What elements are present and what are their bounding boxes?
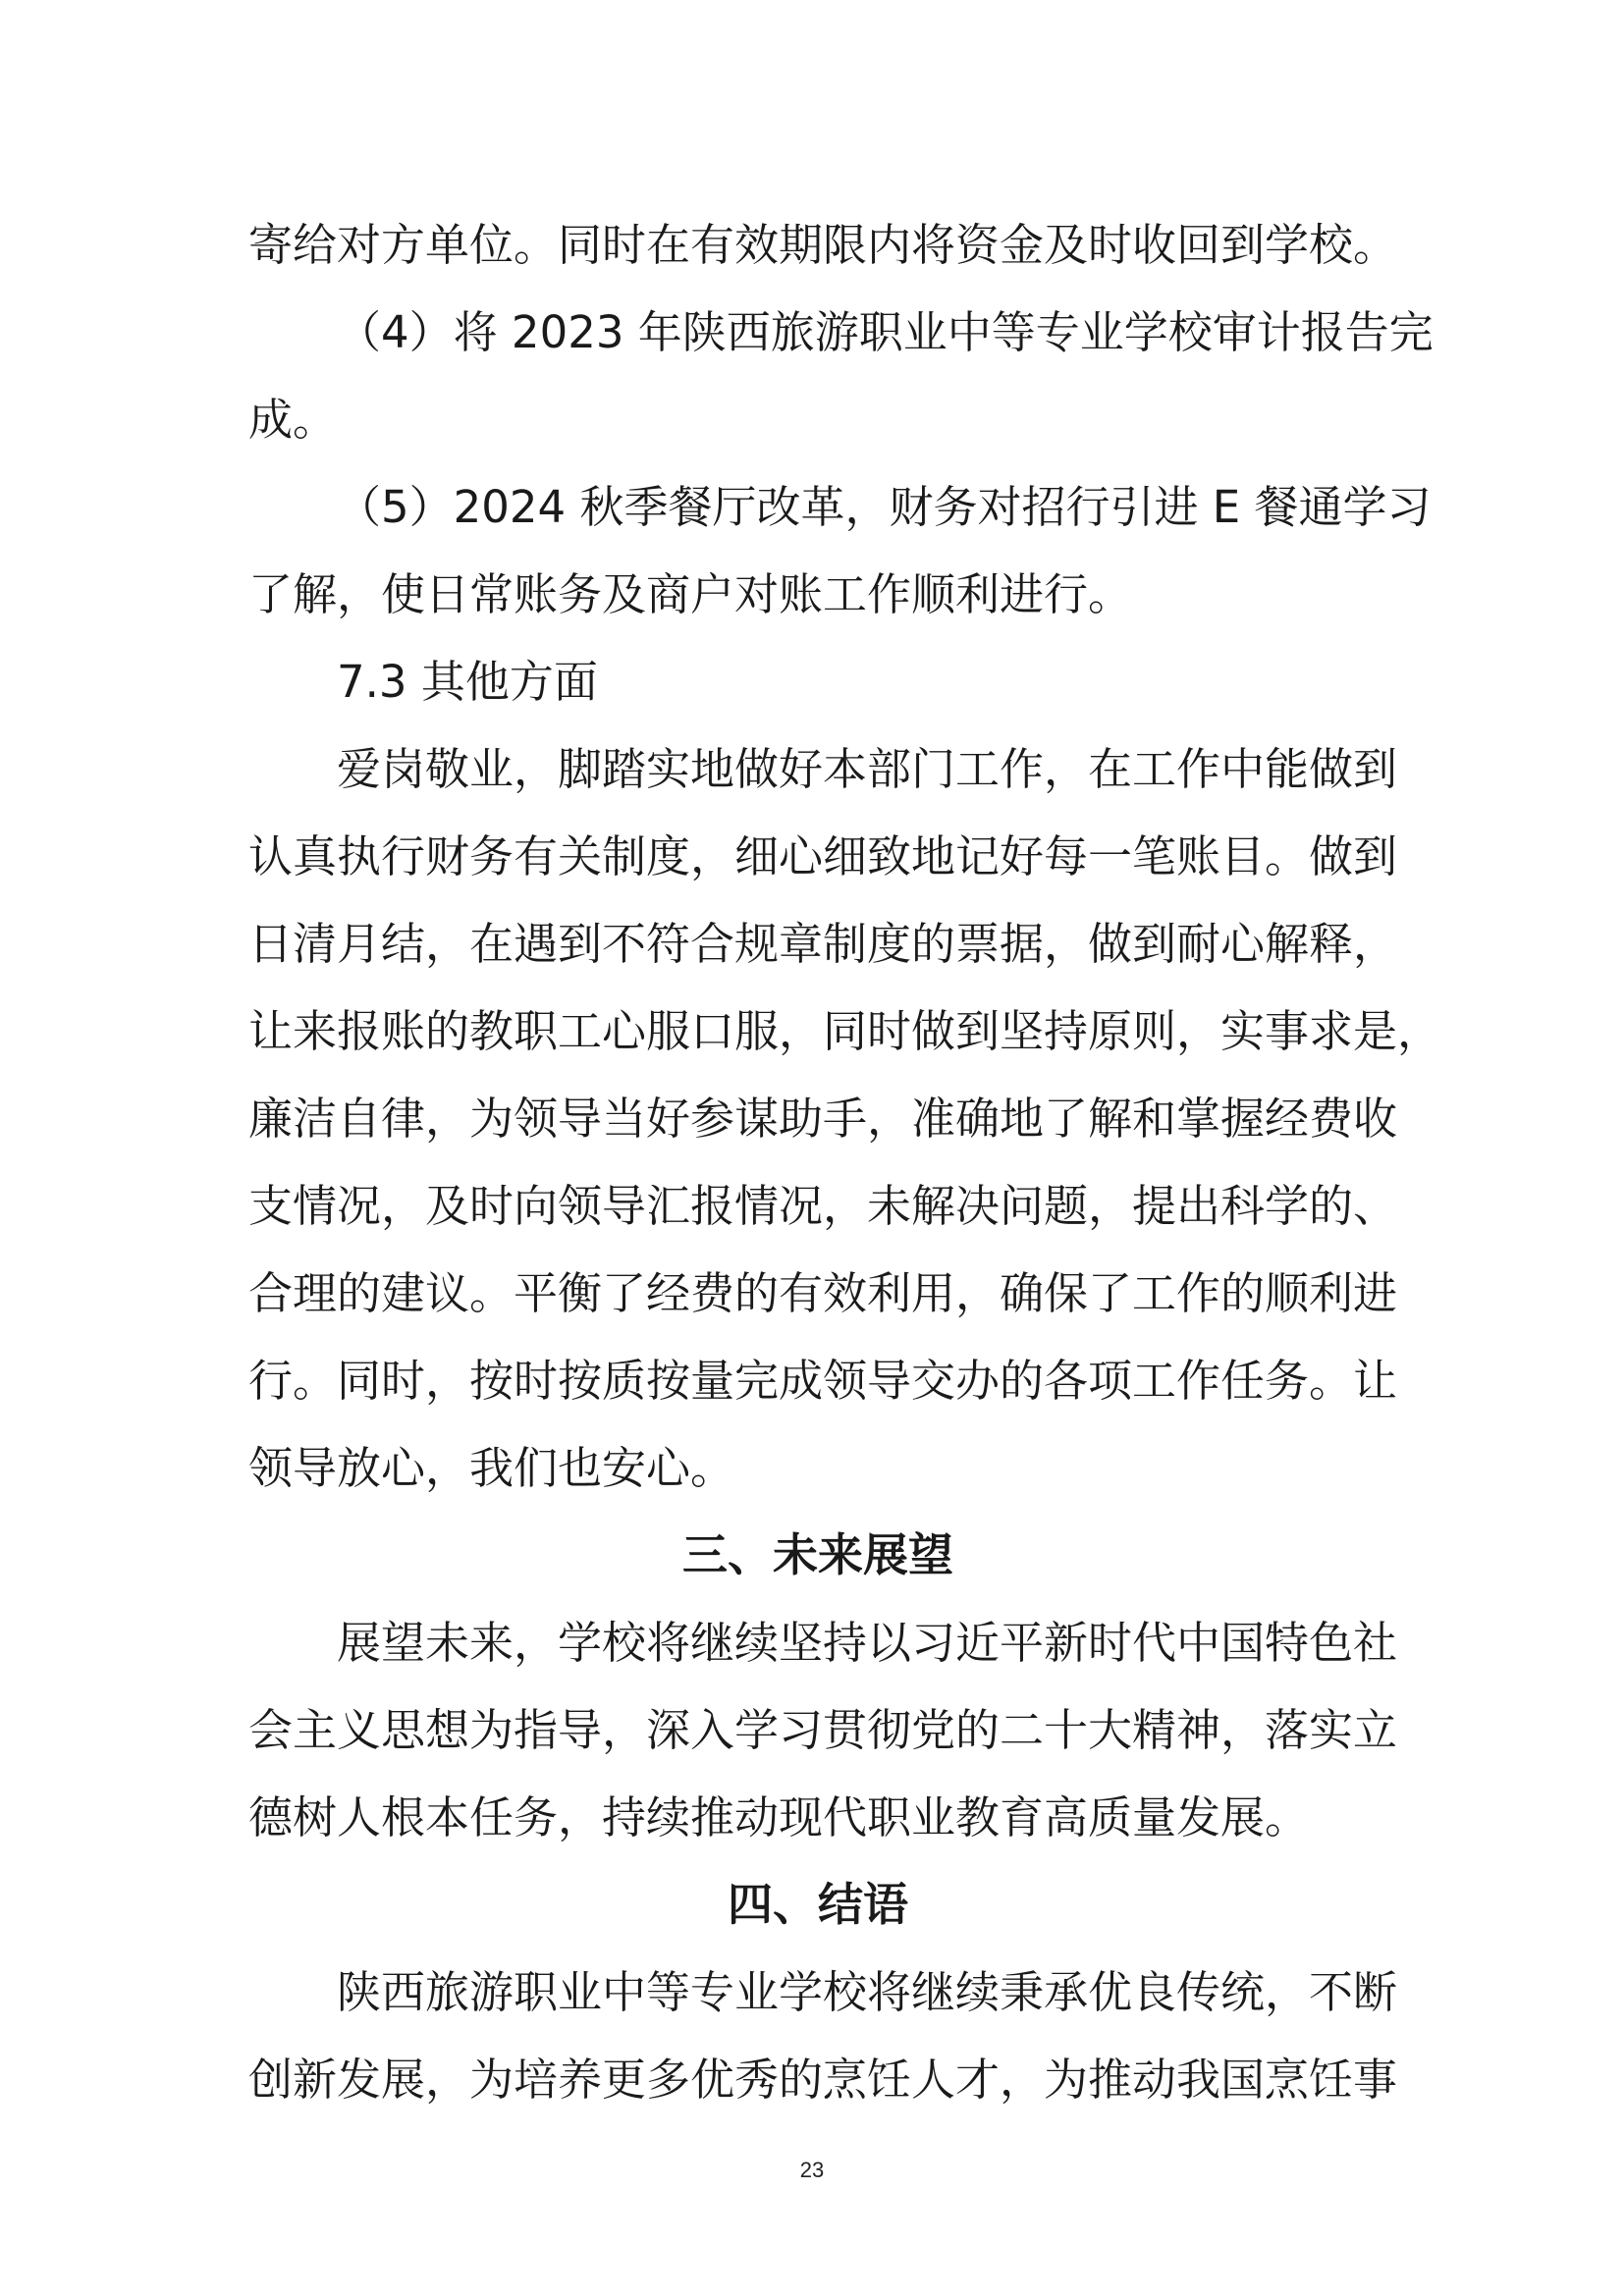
section-heading-conclusion: 四、结语: [728, 1878, 908, 1931]
paragraph-line: （5）2024 秋季餐厅改革，财务对招行引进 E 餐通学习: [337, 481, 1432, 533]
paragraph-line: 陕西旅游职业中等专业学校将继续秉承优良传统，不断: [337, 1966, 1398, 2018]
paragraph-line: 成。: [248, 394, 338, 446]
paragraph-line: 支情况，及时向领导汇报情况，未解决问题，提出科学的、: [248, 1180, 1398, 1232]
paragraph-line: 行。同时，按时按质按量完成领导交办的各项工作任务。让: [248, 1355, 1398, 1407]
paragraph-line: 寄给对方单位。同时在有效期限内将资金及时收回到学校。: [248, 219, 1398, 271]
paragraph-line: 廉洁自律，为领导当好参谋助手，准确地了解和掌握经费收: [248, 1093, 1398, 1145]
paragraph-line: 了解，使日常账务及商户对账工作顺利进行。: [248, 568, 1133, 620]
paragraph-line: 展望未来，学校将继续坚持以习近平新时代中国特色社: [337, 1617, 1398, 1669]
paragraph-line: 合理的建议。平衡了经费的有效利用，确保了工作的顺利进: [248, 1267, 1398, 1319]
page-number: 23: [799, 2158, 825, 2182]
paragraph-line: 德树人根本任务，持续推动现代职业教育高质量发展。: [248, 1791, 1310, 1843]
paragraph-line: 让来报账的教职工心服口服，同时做到坚持原则，实事求是，: [248, 1005, 1442, 1057]
paragraph-line: 认真执行财务有关制度，细心细致地记好每一笔账目。做到: [248, 830, 1398, 882]
document-page: [248, 201, 1442, 2123]
paragraph-line: 领导放心，我们也安心。: [248, 1442, 735, 1494]
paragraph-line: （4）将 2023 年陕西旅游职业中等专业学校审计报告完: [337, 306, 1434, 358]
section-heading-future-outlook: 三、未来展望: [682, 1528, 953, 1581]
section-subtitle: 7.3 其他方面: [337, 656, 598, 708]
paragraph-line: 会主义思想为指导，深入学习贯彻党的二十大精神，落实立: [248, 1704, 1398, 1756]
paragraph-line: 创新发展，为培养更多优秀的烹饪人才，为推动我国烹饪事: [248, 2054, 1398, 2106]
paragraph-line: 日清月结，在遇到不符合规章制度的票据，做到耐心解释，: [248, 918, 1398, 970]
paragraph-line: 爱岗敬业，脚踏实地做好本部门工作，在工作中能做到: [337, 743, 1398, 795]
